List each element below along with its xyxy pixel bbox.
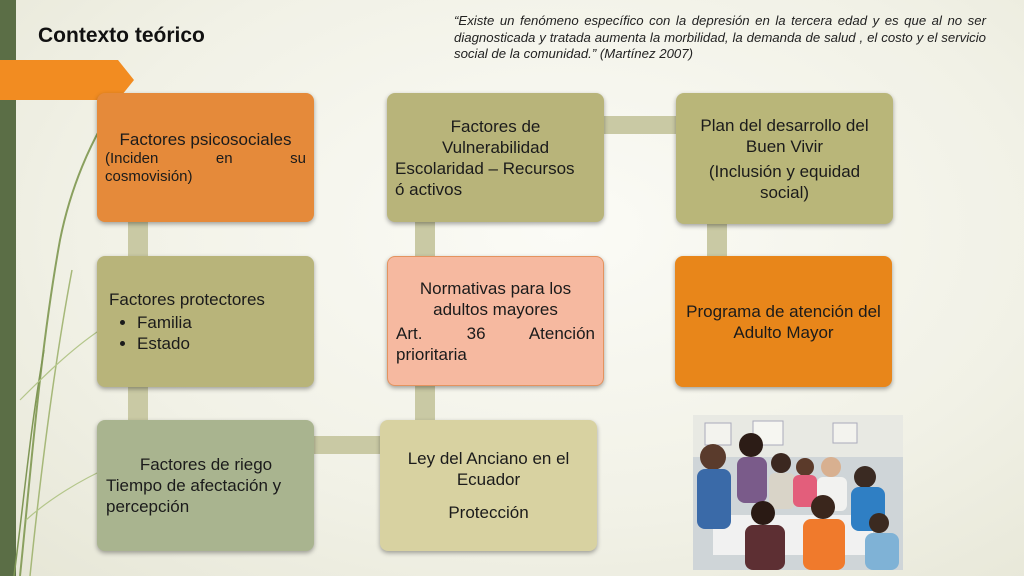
ley-title: Ley del Anciano en el Ecuador [407, 449, 570, 489]
riesgo-title: Factores de riego [139, 455, 273, 474]
programa-box [675, 256, 892, 387]
connector-line [600, 116, 680, 134]
connector-line [707, 222, 727, 258]
normativas-detail-line2: prioritaria [396, 344, 467, 364]
normativas-detail-line1: Art. 36 Atención [396, 323, 595, 343]
plan-box [676, 93, 893, 224]
vulnerabilidad-title: Factores de Vulnerabilidad [441, 116, 550, 157]
normativas-box [387, 256, 604, 386]
vulnerabilidad-detail-line2: ó activos [395, 179, 463, 199]
protectores-item: • Estado [137, 333, 306, 354]
riesgo-box [97, 420, 314, 551]
psicosociales-sub-line1: (Inciden en su [105, 150, 306, 167]
plan-detail: (Inclusión y equidad social) [708, 161, 861, 202]
protectores-list [109, 312, 306, 354]
slide-title: Contexto teórico [38, 24, 205, 47]
plan-title: Plan del desarrollo del Buen Vivir [700, 115, 869, 156]
quote-text: “Existe un fenómeno específico con la depresión en la tercera edad y es que al no ser diagnosticada y tratada aumenta la morbilidad, la demanda de salud , el costo y el servicio social de la comunidad.” (Martínez 2007) [454, 13, 986, 62]
protectores-box [97, 256, 314, 387]
ley-box [380, 420, 597, 551]
connector-line [415, 220, 435, 260]
connector-line [310, 436, 384, 454]
protectores-title: Factores protectores [109, 290, 265, 309]
group-photo [693, 415, 903, 570]
ley-detail: Protección [448, 503, 529, 522]
psicosociales-title: Factores psicosociales [119, 130, 292, 149]
vulnerabilidad-detail-line1: Escolaridad – Recursos [395, 158, 575, 178]
programa-title: Programa de atención del Adulto Mayor [686, 301, 881, 342]
vulnerabilidad-box [387, 93, 604, 222]
connector-line [415, 384, 435, 424]
psicosociales-box [97, 93, 314, 222]
riesgo-detail: Tiempo de afectación y percepción [106, 476, 282, 516]
psicosociales-sub-line2: cosmovisión) [105, 168, 193, 185]
protectores-item: • Familia [137, 312, 306, 333]
normativas-title: Normativas para los adultos mayores [419, 278, 572, 319]
